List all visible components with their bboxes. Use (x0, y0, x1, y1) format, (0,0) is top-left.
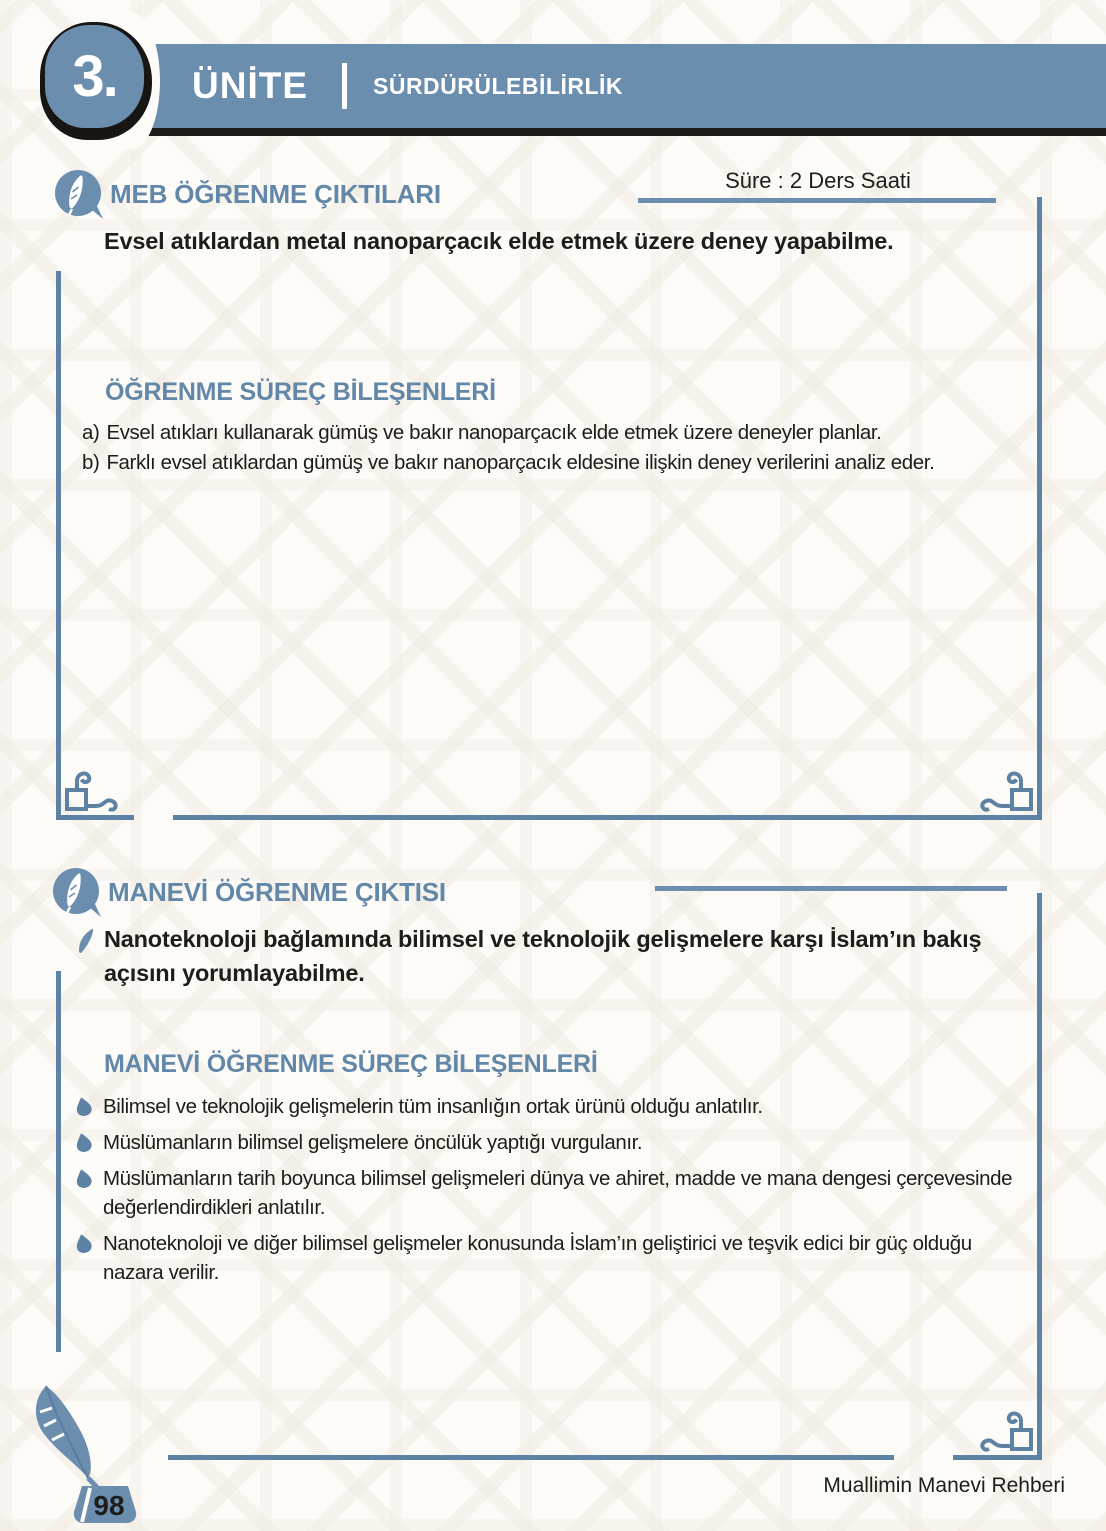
item-text: Bilimsel ve teknolojik gelişmelerin tüm insanlığın ortak ürünü olduğu anlatılır. (103, 1095, 763, 1118)
box2-right-border (1037, 893, 1042, 1460)
unit-title: SÜRDÜRÜLEBİLİRLİK (373, 72, 623, 99)
unit-number-badge (40, 22, 152, 140)
drop-bullet-icon (74, 1167, 93, 1189)
box1-right-border (1037, 197, 1042, 820)
list-item (76, 1092, 1021, 1121)
item-label: b) (82, 451, 100, 474)
drop-bullet-icon (74, 1131, 93, 1153)
item-text: Evsel atıkları kullanarak gümüş ve bakır nanoparçacık elde etmek üzere deneyler planlar. (106, 421, 882, 444)
manevi-outcome-text: Nanoteknoloji bağlamında bilimsel ve teknolojik gelişmelere karşı İslam’ın bakış açısını yorumlayabilme. (104, 926, 982, 986)
duration-underline (638, 198, 996, 203)
corner-ornament-icon (60, 766, 136, 816)
unit-label: ÜNİTE (192, 65, 308, 106)
manevi-components-heading: MANEVİ ÖĞRENME SÜREÇ BİLEŞENLERİ (104, 1050, 598, 1078)
box2-bottom-border-left (168, 1455, 894, 1460)
list-item (82, 448, 1047, 478)
manevi-section-header (52, 866, 446, 918)
drop-bullet-icon (74, 1095, 93, 1117)
meb-section-header (54, 168, 441, 220)
item-text: Nanoteknoloji ve diğer bilimsel gelişmeler konusunda İslam’ın geliştirici ve teşvik edici bir güç olduğu nazara verilir. (103, 1232, 972, 1284)
quill-inkwell-page-icon (24, 1382, 156, 1527)
duration-label: Süre : 2 Ders Saati (725, 168, 911, 193)
corner-ornament-icon (962, 766, 1038, 816)
manevi-heading: MANEVİ ÖĞRENME ÇIKTISI (108, 876, 446, 907)
manevi-header-line (655, 886, 1007, 891)
corner-ornament-icon (962, 1406, 1038, 1456)
item-text: Müslümanların tarih boyunca bilimsel gelişmeleri dünya ve ahiret, madde ve mana dengesi çerçevesinde değerlendirdikleri anlatılır. (103, 1167, 1013, 1219)
list-item (76, 1164, 1021, 1222)
list-item (76, 1128, 1021, 1157)
list-item (82, 418, 1047, 448)
box1-bottom-border-right (173, 815, 1042, 820)
components-list (82, 418, 1047, 478)
components-heading: ÖĞRENME SÜREÇ BİLEŞENLERİ (105, 378, 496, 406)
banner-divider (342, 63, 347, 109)
box2-left-border (56, 971, 61, 1352)
footer-book-title: Muallimin Manevi Rehberi (823, 1474, 1065, 1497)
item-text: Farklı evsel atıklardan gümüş ve bakır nanoparçacık eldesine ilişkin deney verilerini analiz eder. (106, 451, 935, 474)
box1-left-border (56, 271, 61, 820)
quill-drop-icon (54, 168, 104, 220)
manevi-components-list (76, 1092, 1021, 1294)
item-text: Müslümanların bilimsel gelişmelere öncülük yaptığı vurgulanır. (103, 1131, 643, 1154)
item-label: a) (82, 421, 100, 444)
drop-bullet-icon (74, 1232, 93, 1254)
meb-outcome-text: Evsel atıklardan metal nanoparçacık elde etmek üzere deney yapabilme. (104, 228, 894, 254)
small-quill-icon (76, 928, 96, 956)
quill-drop-icon (52, 866, 102, 918)
unit-banner (140, 44, 1106, 128)
list-item (76, 1229, 1021, 1287)
page-number: 98 (93, 1490, 125, 1521)
meb-heading: MEB ÖĞRENME ÇIKTILARI (110, 178, 441, 209)
unit-number: 3. (72, 44, 117, 109)
